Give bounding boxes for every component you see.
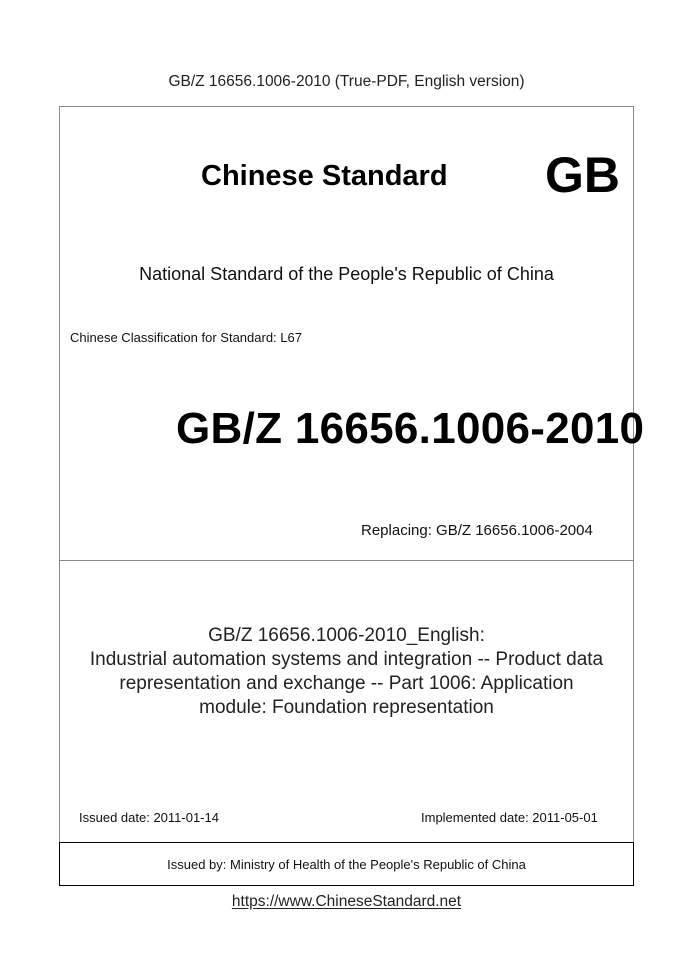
description-line: Industrial automation systems and integration -- Product data	[89, 649, 604, 670]
chinese-standard-heading: Chinese Standard	[201, 160, 448, 192]
standard-number: GB/Z 16656.1006-2010	[176, 404, 645, 453]
national-standard-line: National Standard of the People's Republic of China	[139, 264, 554, 284]
website-link[interactable]: https://www.ChineseStandard.net	[231, 893, 462, 910]
section-divider	[59, 560, 634, 561]
document-header-title: GB/Z 16656.1006-2010 (True-PDF, English version)	[168, 73, 525, 90]
cover-frame	[59, 106, 634, 885]
footer-link-container	[0, 893, 693, 911]
description-line: GB/Z 16656.1006-2010_English:	[208, 625, 485, 646]
issued-date: Issued date: 2011-01-14	[79, 810, 219, 825]
issuer-box	[59, 842, 634, 886]
classification-line: Chinese Classification for Standard: L67	[70, 330, 302, 345]
issuer-text: Issued by: Ministry of Health of the People's Republic of China	[167, 856, 526, 872]
implemented-date: Implemented date: 2011-05-01	[421, 810, 598, 825]
description-line: module: Foundation representation	[199, 697, 494, 718]
standard-description	[62, 624, 631, 720]
replacing-line: Replacing: GB/Z 16656.1006-2004	[361, 522, 593, 539]
gb-mark: GB	[545, 147, 620, 203]
description-line: representation and exchange -- Part 1006: Application	[119, 673, 574, 694]
